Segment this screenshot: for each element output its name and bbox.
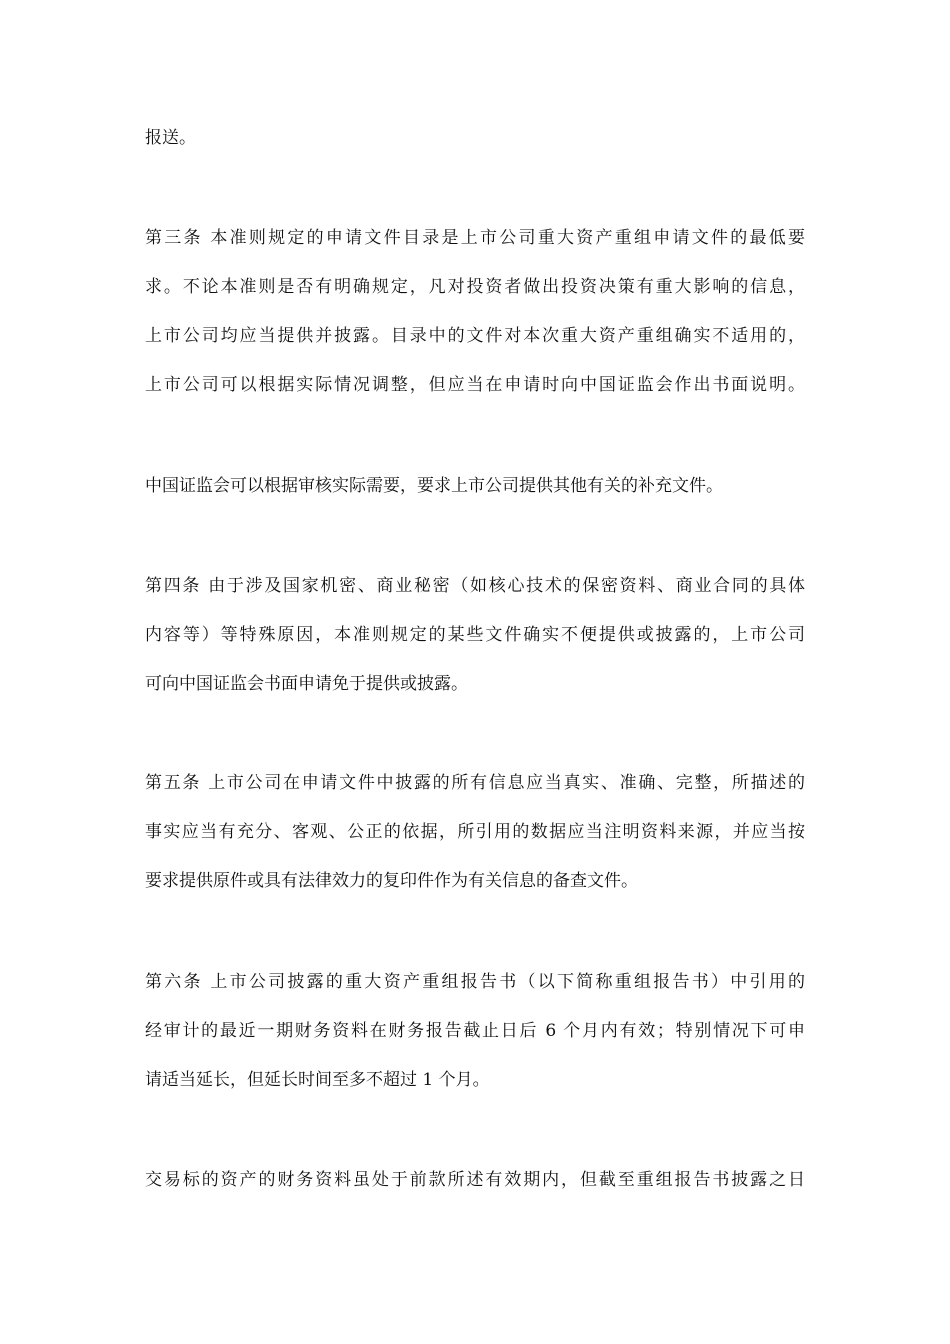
article-5-line-2: 事实应当有充分、客观、公正的依据，所引用的数据应当注明资料来源，并应当按 bbox=[145, 822, 805, 842]
paragraph-line: 中国证监会可以根据审核实际需要，要求上市公司提供其他有关的补充文件。 bbox=[145, 476, 723, 496]
article-6-line-1: 第六条 上市公司披露的重大资产重组报告书（以下简称重组报告书）中引用的 bbox=[145, 972, 805, 992]
article-4-line-3: 可向中国证监会书面申请免于提供或披露。 bbox=[145, 674, 468, 694]
article-6-line-3: 请适当延长，但延长时间至多不超过 1 个月。 bbox=[145, 1070, 490, 1090]
paragraph-line: 报送。 bbox=[145, 128, 196, 148]
article-3-line-2: 求。不论本准则是否有明确规定，凡对投资者做出投资决策有重大影响的信息， bbox=[145, 277, 805, 297]
article-5-line-1: 第五条 上市公司在申请文件中披露的所有信息应当真实、准确、完整，所描述的 bbox=[145, 773, 805, 793]
article-5-line-3: 要求提供原件或具有法律效力的复印件作为有关信息的备查文件。 bbox=[145, 871, 638, 891]
article-4-line-1: 第四条 由于涉及国家机密、商业秘密（如核心技术的保密资料、商业合同的具体 bbox=[145, 576, 805, 596]
article-6-line-2: 经审计的最近一期财务资料在财务报告截止日后 6 个月内有效；特别情况下可申 bbox=[145, 1021, 805, 1041]
article-4-line-2: 内容等）等特殊原因，本准则规定的某些文件确实不便提供或披露的，上市公司 bbox=[145, 625, 805, 645]
article-3-line-3: 上市公司均应当提供并披露。目录中的文件对本次重大资产重组确实不适用的， bbox=[145, 326, 805, 346]
article-3-line-1: 第三条 本准则规定的申请文件目录是上市公司重大资产重组申请文件的最低要 bbox=[145, 228, 805, 248]
paragraph-line: 交易标的资产的财务资料虽处于前款所述有效期内，但截至重组报告书披露之日 bbox=[145, 1170, 805, 1190]
article-3-line-4: 上市公司可以根据实际情况调整，但应当在申请时向中国证监会作出书面说明。 bbox=[145, 375, 805, 395]
